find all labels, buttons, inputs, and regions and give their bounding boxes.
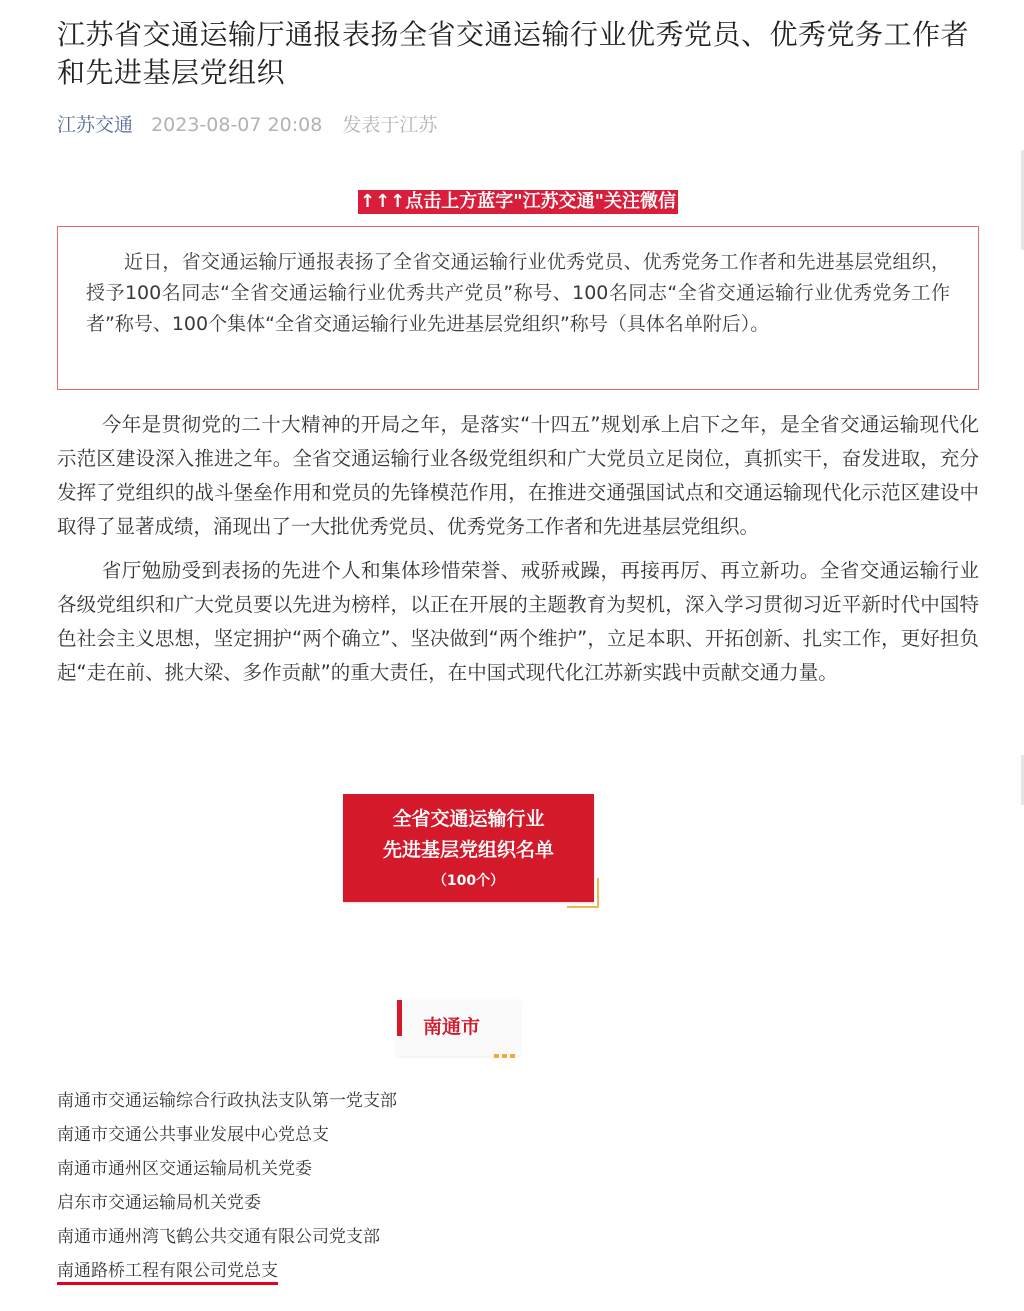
banner-corner-decoration (567, 878, 599, 908)
paragraph-2: 省厅勉励受到表扬的先进个人和集体珍惜荣誉、戒骄戒躁，再接再厉、再立新功。全省交通运输行业各级党组织和广大党员要以先进为榜样，以正在开展的主题教育为契机，深入学习贯彻习近平新时代中国特色社会主义思想，坚定拥护“两个确立”、坚决做到“两个维护”，立足本职、开拓创新、扎实工作，更好担负起“走在前、挑大梁、多作贡献”的重大责任，在中国式现代化江苏新实践中贡献交通力量。 (57, 559, 979, 684)
city-tag-bar (397, 1000, 402, 1036)
publish-date: 2023-08-07 20:08 (151, 114, 323, 136)
article-meta (57, 112, 979, 138)
publish-location: 发表于江苏 (342, 114, 438, 136)
article (57, 0, 979, 690)
follow-banner: ↑↑↑点击上方蓝字"江苏交通"关注微信 (359, 191, 676, 212)
article-title: 江苏省交通运输厅通报表扬全省交通运输行业优秀党员、优秀党务工作者和先进基层党组织 (57, 18, 970, 89)
section-banner (343, 794, 594, 902)
city-tag-dots (494, 1054, 518, 1058)
intro-box (57, 226, 979, 390)
section-banner-line3: （100个） (432, 873, 505, 889)
list-item: 启东市交通运输局机关党委 (57, 1193, 261, 1213)
section-banner-line1: 全省交通运输行业 (392, 808, 545, 830)
section-banner-line2: 先进基层党组织名单 (382, 839, 554, 861)
list-item: 南通市交通运输综合行政执法支队第一党支部 (57, 1091, 397, 1111)
list-item: 南通市通州区交通运输局机关党委 (57, 1159, 312, 1179)
list-item-highlighted: 南通路桥工程有限公司党总支 (57, 1254, 397, 1288)
list-item: 南通市通州湾飞鹤公共交通有限公司党支部 (57, 1227, 380, 1247)
list-item: 南通市交通公共事业发展中心党总支 (57, 1125, 329, 1145)
organization-list (57, 1084, 397, 1288)
city-tag (397, 1000, 520, 1056)
follow-banner-wrap (57, 190, 979, 216)
author-link[interactable]: 江苏交通 (57, 114, 134, 136)
paragraph-1: 今年是贯彻党的二十大精神的开局之年，是落实“十四五”规划承上启下之年，是全省交通运输现代化示范区建设深入推进之年。全省交通运输行业各级党组织和广大党员立足岗位，真抓实干，奋发进取，充分发挥了党组织的战斗堡垒作用和党员的先锋模范作用，在推进交通强国试点和交通运输现代化示范区建设中取得了显著成绩，涌现出了一大批优秀党员、优秀党务工作者和先进基层党组织。 (57, 413, 979, 538)
city-name: 南通市 (423, 1016, 481, 1038)
intro-text: 近日，省交通运输厅通报表扬了全省交通运输行业优秀党员、优秀党务工作者和先进基层党组织，授予100名同志“全省交通运输行业优秀共产党员”称号、100名同志“全省交通运输行业优秀党务工作者”称号、100个集体“全省交通运输行业先进基层党组织”称号（具体名单附后）。 (86, 251, 950, 335)
